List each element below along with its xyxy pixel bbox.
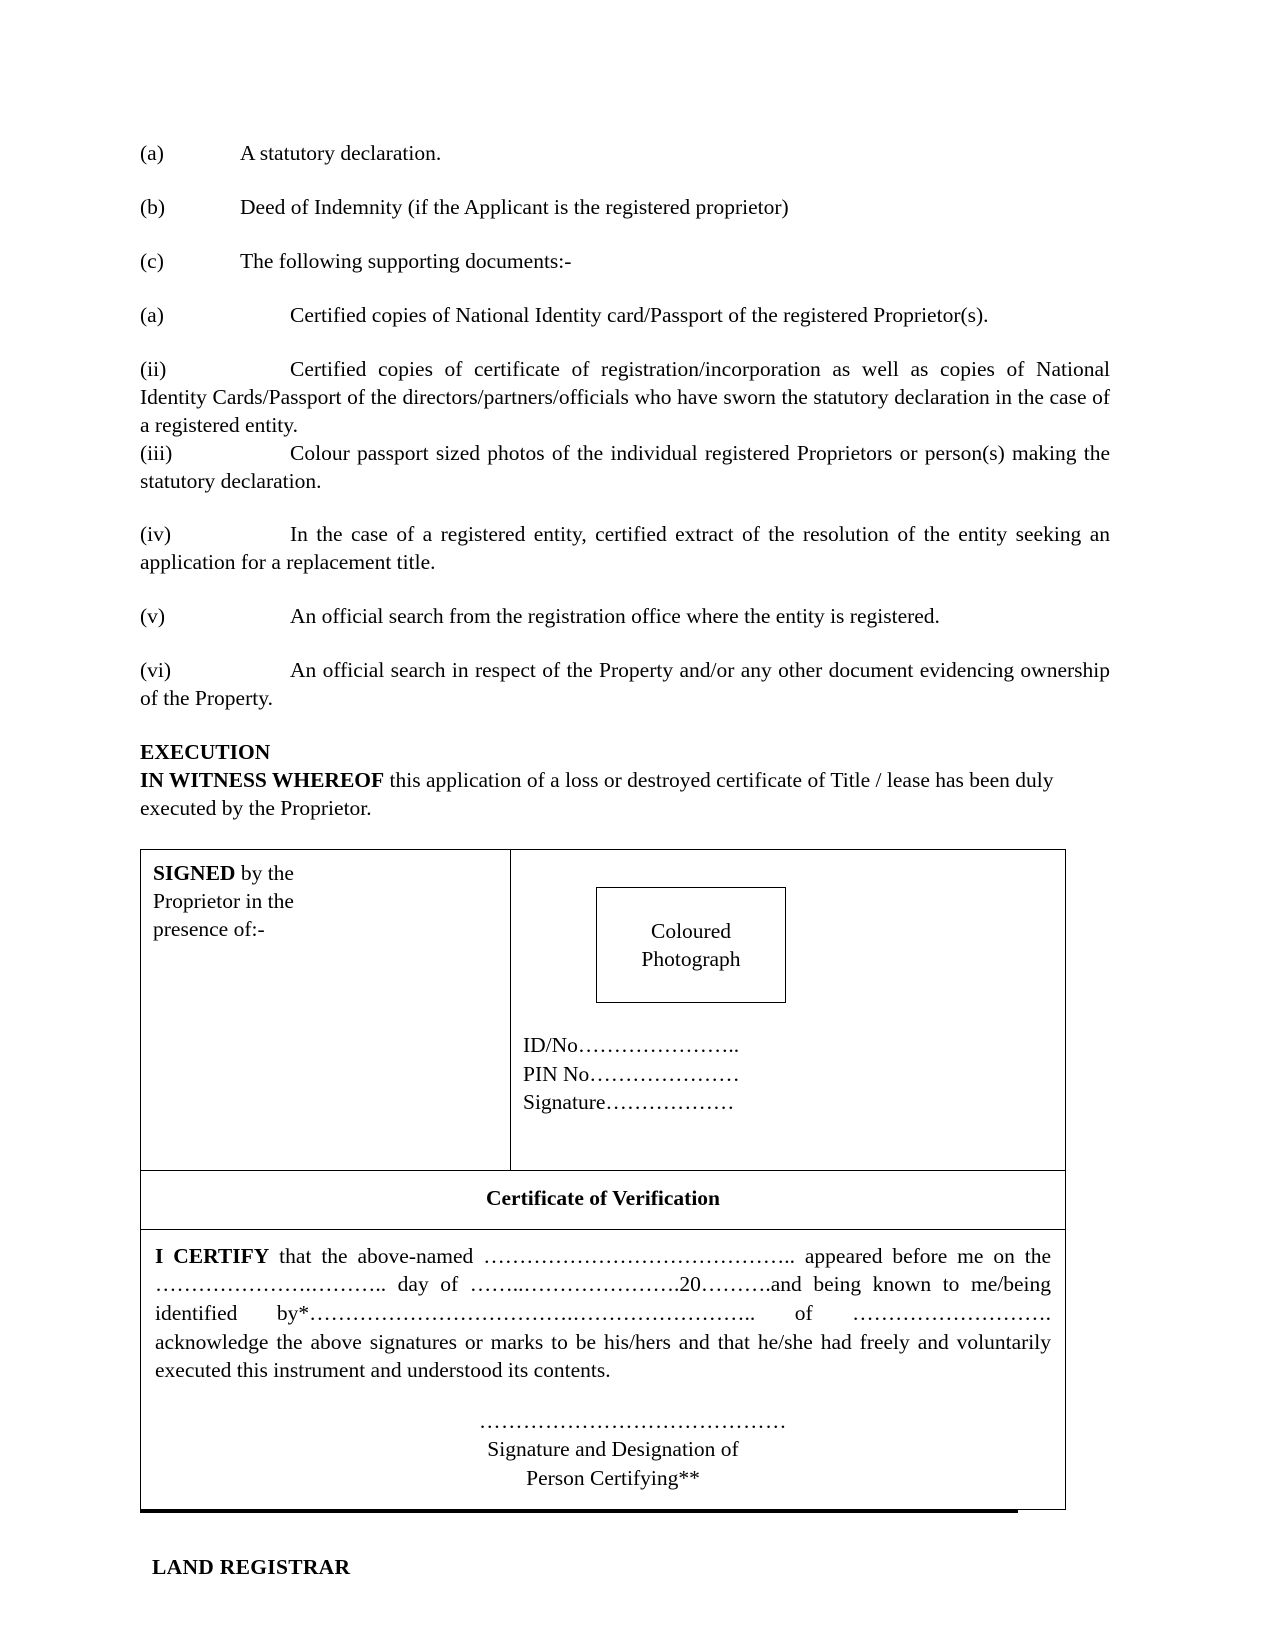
certificate-of-verification-heading: Certificate of Verification <box>141 1170 1066 1229</box>
table-row <box>141 849 1066 1170</box>
list-item <box>140 248 1110 276</box>
signed-by-cell <box>141 849 511 1170</box>
supporting-document-label: (vi) <box>140 658 172 683</box>
photo-label-line-2: Photograph <box>641 946 741 971</box>
certify-paragraph <box>155 1242 1051 1385</box>
table-bottom-rule <box>140 1510 1018 1513</box>
supporting-document-text: Certified copies of certificate of registration/incorporation as well as copies of National Identity Cards/Passport of the directors/partners/officials who have sworn the statutory declaration in the case of a registered entity. <box>140 356 1110 437</box>
signed-line-3: presence of:- <box>153 916 265 941</box>
certifier-signature-dots[interactable]: …………………………………… <box>479 1408 787 1433</box>
id-number-field[interactable]: ID/No………………….. <box>523 1032 740 1057</box>
supporting-document-item <box>140 440 1110 496</box>
certify-text: that the above-named …………………………………….. appeared before me on the ………………….……….. day of ……..………………….20……….and being known to me/being identified by*……………………………….…………………….. of ………………………. acknowledge the above signatures or marks to be his/hers and that he/she had freely and voluntarily executed this instrument and understood its contents. <box>155 1243 1052 1383</box>
signed-rest: by the <box>235 860 294 885</box>
supporting-document-item <box>140 302 1110 330</box>
supporting-document-item <box>140 657 1110 713</box>
supporting-document-text: Colour passport sized photos of the individual registered Proprietors or person(s) making the statutory declaration. <box>140 440 1110 493</box>
supporting-document-item <box>140 356 1110 440</box>
certifier-caption-line-1: Signature and Designation of <box>487 1437 739 1462</box>
list-item-text: Deed of Indemnity (if the Applicant is the registered proprietor) <box>240 194 789 219</box>
list-item <box>140 194 1110 222</box>
witness-lead: IN WITNESS WHEREOF <box>140 768 385 793</box>
execution-section <box>140 739 1110 823</box>
identity-fields <box>523 1031 1053 1117</box>
land-registrar-label: LAND REGISTRAR <box>152 1554 351 1579</box>
list-item-text: A statutory declaration. <box>240 141 442 165</box>
certify-lead: I CERTIFY <box>155 1243 270 1268</box>
supporting-document-text: In the case of a registered entity, certified extract of the resolution of the entity seeking an application for a replacement title. <box>140 522 1110 575</box>
list-item <box>140 140 1110 168</box>
signed-lead: SIGNED <box>153 860 236 885</box>
supporting-document-item <box>140 603 1110 631</box>
list-item-label: (a) <box>140 141 164 165</box>
supporting-document-text: An official search in respect of the Property and/or any other document evidencing ownership of the Property. <box>140 658 1110 711</box>
execution-form-table <box>140 849 1066 1510</box>
photograph-cell <box>511 849 1066 1170</box>
list-item-label: (c) <box>140 248 164 273</box>
photo-label-line-1: Coloured <box>650 918 732 943</box>
list-item-text: The following supporting documents:- <box>240 248 572 273</box>
table-row <box>141 1170 1066 1229</box>
supporting-document-label: (ii) <box>140 356 167 381</box>
signed-line-1 <box>153 860 498 888</box>
signed-line-2: Proprietor in the <box>153 888 294 913</box>
pin-number-field[interactable]: PIN No………………… <box>523 1061 740 1086</box>
supporting-document-text: Certified copies of National Identity card/Passport of the registered Proprietor(s). <box>290 302 989 327</box>
supporting-document-label: (v) <box>140 604 166 629</box>
list-item-label: (b) <box>140 194 166 219</box>
certifier-caption-line-2: Person Certifying** <box>526 1466 700 1491</box>
supporting-document-item <box>140 521 1110 577</box>
coloured-photograph-box <box>596 887 786 1003</box>
supporting-document-label: (iv) <box>140 522 172 547</box>
supporting-document-label: (iii) <box>140 440 173 465</box>
table-row <box>141 1229 1066 1509</box>
certify-cell <box>141 1229 1066 1509</box>
supporting-document-label: (a) <box>140 302 164 327</box>
supporting-document-text: An official search from the registration office where the entity is registered. <box>290 604 940 629</box>
witness-text: this application of a loss or destroyed certificate of Title / lease has been duly executed by the Proprietor. <box>140 768 1054 820</box>
signature-field[interactable]: Signature……………… <box>523 1090 735 1115</box>
witness-paragraph <box>140 767 1110 823</box>
certifier-signature-block <box>155 1407 1051 1493</box>
execution-heading: EXECUTION <box>140 740 271 765</box>
